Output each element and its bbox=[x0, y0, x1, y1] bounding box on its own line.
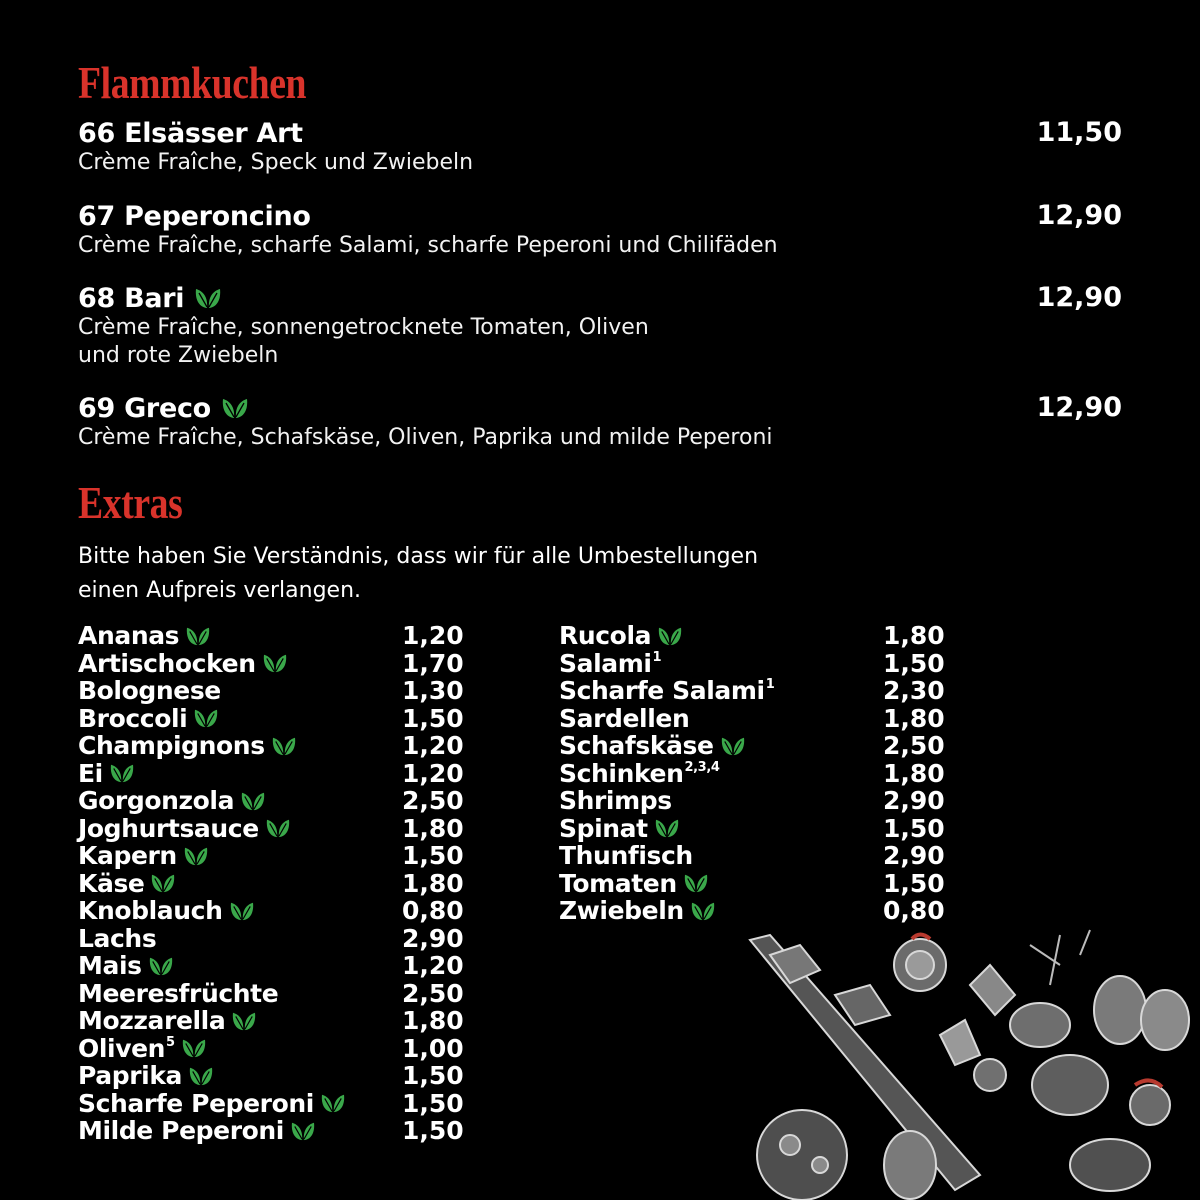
extra-item bbox=[78, 1062, 462, 1090]
extra-name bbox=[78, 951, 142, 980]
leaf-icon bbox=[185, 625, 211, 647]
leaf-icon bbox=[181, 1037, 207, 1059]
extra-price: 1,80 bbox=[402, 813, 464, 843]
item-price: 12,90 bbox=[1036, 200, 1122, 231]
extra-name-text: Rucola bbox=[559, 621, 652, 651]
extra-name-text: Oliven bbox=[78, 1033, 166, 1063]
leaf-icon bbox=[193, 707, 219, 729]
extra-name-text: Salami bbox=[559, 648, 652, 678]
leaf-icon bbox=[109, 762, 135, 784]
extra-item bbox=[78, 870, 462, 898]
extra-name bbox=[559, 676, 774, 705]
extra-item bbox=[559, 705, 943, 733]
leaf-icon bbox=[690, 900, 716, 922]
extra-name-text: Lachs bbox=[78, 923, 157, 953]
extra-item bbox=[78, 1090, 462, 1118]
extra-item bbox=[78, 705, 462, 733]
menu-item-66 bbox=[78, 117, 1122, 177]
extra-name bbox=[559, 649, 661, 678]
leaf-icon bbox=[720, 735, 746, 757]
leaf-icon bbox=[271, 735, 297, 757]
leaf-icon bbox=[150, 872, 176, 894]
extra-price: 1,50 bbox=[402, 1116, 464, 1145]
extra-price: 1,50 bbox=[402, 703, 464, 733]
additive-footnote: 1 bbox=[652, 649, 662, 665]
leaf-icon bbox=[188, 1065, 214, 1087]
extra-item bbox=[78, 952, 462, 980]
extra-price: 1,50 bbox=[883, 813, 945, 843]
extra-price: 2,90 bbox=[883, 786, 945, 815]
item-description-line1: Crème Fraîche, sonnengetrocknete Tomaten, Oliven bbox=[78, 315, 649, 340]
item-price: 12,90 bbox=[1036, 392, 1122, 423]
extra-item bbox=[559, 787, 943, 815]
extra-name bbox=[559, 841, 693, 870]
extra-name bbox=[559, 621, 651, 650]
additive-footnote: 2,3,4 bbox=[684, 759, 720, 775]
extra-price: 2,50 bbox=[883, 731, 945, 760]
extra-price: 2,50 bbox=[402, 978, 464, 1008]
extra-name bbox=[78, 786, 234, 815]
item-description-line2: und rote Zwiebeln bbox=[78, 343, 279, 368]
extra-item bbox=[559, 815, 943, 843]
extra-item bbox=[559, 677, 943, 705]
extra-name bbox=[78, 979, 278, 1008]
extra-name-text: Scharfe Peperoni bbox=[78, 1088, 314, 1118]
extra-price: 0,80 bbox=[883, 896, 945, 925]
leaf-icon bbox=[290, 1120, 316, 1142]
item-name: 67 Peperoncino bbox=[78, 200, 311, 232]
extra-name-text: Thunfisch bbox=[559, 841, 693, 871]
leaf-icon bbox=[265, 817, 291, 839]
extra-name-text: Kapern bbox=[78, 841, 177, 871]
extra-price: 1,20 bbox=[402, 621, 464, 650]
leaf-icon bbox=[148, 955, 174, 977]
flammkuchen-title: Flammkuchen bbox=[78, 57, 307, 108]
extra-price: 1,20 bbox=[402, 758, 464, 788]
extra-name-text: Broccoli bbox=[78, 703, 188, 733]
item-name: 69 Greco bbox=[78, 392, 211, 424]
leaf-icon bbox=[229, 900, 255, 922]
extra-name-text: Joghurtsauce bbox=[78, 813, 259, 843]
leaf-icon bbox=[231, 1010, 257, 1032]
extra-price: 2,90 bbox=[883, 841, 945, 870]
extra-name-text: Ananas bbox=[78, 621, 180, 651]
extra-price: 1,00 bbox=[402, 1033, 464, 1063]
leaf-icon bbox=[320, 1092, 346, 1114]
extra-item bbox=[78, 760, 462, 788]
extra-name bbox=[559, 896, 684, 925]
extra-item bbox=[78, 677, 462, 705]
extra-name bbox=[559, 704, 689, 733]
extra-price: 2,90 bbox=[402, 923, 464, 953]
extra-item bbox=[559, 760, 943, 788]
extra-name-text: Zwiebeln bbox=[559, 896, 684, 926]
extra-price: 1,80 bbox=[883, 703, 945, 733]
extra-item bbox=[78, 980, 462, 1008]
extra-name bbox=[559, 786, 672, 815]
extra-item bbox=[78, 1035, 462, 1063]
extra-name-text: Schafskäse bbox=[559, 731, 714, 761]
extra-price: 2,30 bbox=[883, 676, 945, 705]
extra-name-text: Milde Peperoni bbox=[78, 1116, 284, 1146]
extra-price: 1,50 bbox=[883, 648, 945, 678]
extra-name-text: Paprika bbox=[78, 1061, 183, 1091]
leaf-icon bbox=[183, 845, 209, 867]
leaf-icon bbox=[194, 286, 222, 310]
extra-name bbox=[78, 1116, 284, 1145]
extra-name bbox=[78, 649, 256, 678]
extra-name bbox=[78, 704, 187, 733]
extra-name-text: Artischocken bbox=[78, 648, 256, 678]
extra-item bbox=[559, 870, 943, 898]
extra-price: 1,80 bbox=[402, 1006, 464, 1035]
extra-name-text: Knoblauch bbox=[78, 896, 223, 926]
extra-price: 1,70 bbox=[402, 648, 464, 678]
extras-title: Extras bbox=[78, 477, 183, 528]
additive-footnote: 1 bbox=[765, 677, 775, 693]
extra-item bbox=[78, 1007, 462, 1035]
extra-name-text: Gorgonzola bbox=[78, 786, 235, 816]
menu-item-68 bbox=[78, 282, 1122, 370]
extras-note-line1: Bitte haben Sie Verständnis, dass wir für alle Umbestellungen bbox=[78, 544, 759, 569]
extra-name-text: Ei bbox=[78, 758, 103, 788]
leaf-icon bbox=[657, 625, 683, 647]
leaf-icon bbox=[262, 652, 288, 674]
extra-name bbox=[78, 1089, 314, 1118]
item-name: 68 Bari bbox=[78, 282, 185, 314]
extra-item bbox=[78, 650, 462, 678]
extra-item bbox=[78, 897, 462, 925]
extra-item bbox=[78, 842, 462, 870]
extra-price: 1,30 bbox=[402, 676, 464, 705]
extra-name-text: Mais bbox=[78, 951, 142, 981]
extra-price: 1,80 bbox=[402, 868, 464, 898]
extra-price: 1,80 bbox=[883, 758, 945, 788]
extra-price: 1,20 bbox=[402, 731, 464, 760]
extra-name-text: Sardellen bbox=[559, 703, 690, 733]
extra-name bbox=[78, 814, 259, 843]
item-price: 12,90 bbox=[1036, 282, 1122, 313]
extra-price: 2,50 bbox=[402, 786, 464, 815]
extra-name bbox=[78, 676, 221, 705]
extra-name-text: Tomaten bbox=[559, 868, 677, 898]
extra-name bbox=[78, 869, 144, 898]
extra-item bbox=[559, 650, 943, 678]
item-price: 11,50 bbox=[1036, 117, 1122, 148]
menu-item-69 bbox=[78, 392, 1122, 452]
leaf-icon bbox=[221, 396, 249, 420]
extra-name-text: Shrimps bbox=[559, 786, 672, 816]
extra-name bbox=[559, 814, 648, 843]
extra-name bbox=[78, 1034, 175, 1063]
extras-list-left bbox=[78, 622, 462, 1145]
leaf-icon bbox=[240, 790, 266, 812]
extra-price: 1,50 bbox=[402, 841, 464, 870]
leaf-icon bbox=[683, 872, 709, 894]
extra-price: 1,50 bbox=[402, 1088, 464, 1118]
extra-price: 1,80 bbox=[883, 621, 945, 650]
extra-name bbox=[78, 896, 223, 925]
extra-name bbox=[559, 759, 720, 788]
item-description: Crème Fraîche, Speck und Zwiebeln bbox=[78, 150, 474, 175]
extra-name-text: Schinken bbox=[559, 758, 684, 788]
extra-item bbox=[78, 815, 462, 843]
food-illustration bbox=[740, 925, 1200, 1200]
extra-name-text: Bolognese bbox=[78, 676, 221, 706]
extra-item bbox=[78, 1117, 462, 1145]
extra-name-text: Scharfe Salami bbox=[559, 676, 765, 706]
extra-item bbox=[78, 732, 462, 760]
extra-name bbox=[78, 731, 265, 760]
extra-name bbox=[78, 759, 103, 788]
extra-name-text: Spinat bbox=[559, 813, 648, 843]
extra-name bbox=[78, 841, 177, 870]
menu-item-67 bbox=[78, 200, 1122, 260]
extra-item bbox=[78, 787, 462, 815]
extra-item bbox=[559, 897, 943, 925]
additive-footnote: 5 bbox=[166, 1034, 175, 1050]
extra-item bbox=[559, 842, 943, 870]
extra-price: 1,50 bbox=[883, 868, 945, 898]
extra-item bbox=[559, 622, 943, 650]
extra-price: 0,80 bbox=[402, 896, 464, 925]
extra-name bbox=[78, 924, 156, 953]
extra-price: 1,50 bbox=[402, 1061, 464, 1090]
item-description: Crème Fraîche, Schafskäse, Oliven, Paprika und milde Peperoni bbox=[78, 425, 773, 450]
extra-name bbox=[559, 869, 677, 898]
extra-name bbox=[78, 1061, 182, 1090]
item-name: 66 Elsässer Art bbox=[78, 117, 303, 149]
extra-name bbox=[78, 621, 179, 650]
extra-name bbox=[78, 1006, 225, 1035]
extra-item bbox=[78, 925, 462, 953]
extras-note bbox=[78, 540, 838, 608]
extras-note-line2: einen Aufpreis verlangen. bbox=[78, 578, 362, 603]
extra-name-text: Käse bbox=[78, 868, 145, 898]
extra-name-text: Meeresfrüchte bbox=[78, 978, 279, 1008]
extras-list-right bbox=[559, 622, 943, 925]
extra-name-text: Champignons bbox=[78, 731, 265, 761]
extra-name bbox=[559, 731, 714, 760]
extra-price: 1,20 bbox=[402, 951, 464, 980]
extra-item bbox=[78, 622, 462, 650]
extra-item bbox=[559, 732, 943, 760]
leaf-icon bbox=[654, 817, 680, 839]
item-description: Crème Fraîche, scharfe Salami, scharfe Peperoni und Chilifäden bbox=[78, 233, 778, 258]
extra-name-text: Mozzarella bbox=[78, 1006, 226, 1036]
